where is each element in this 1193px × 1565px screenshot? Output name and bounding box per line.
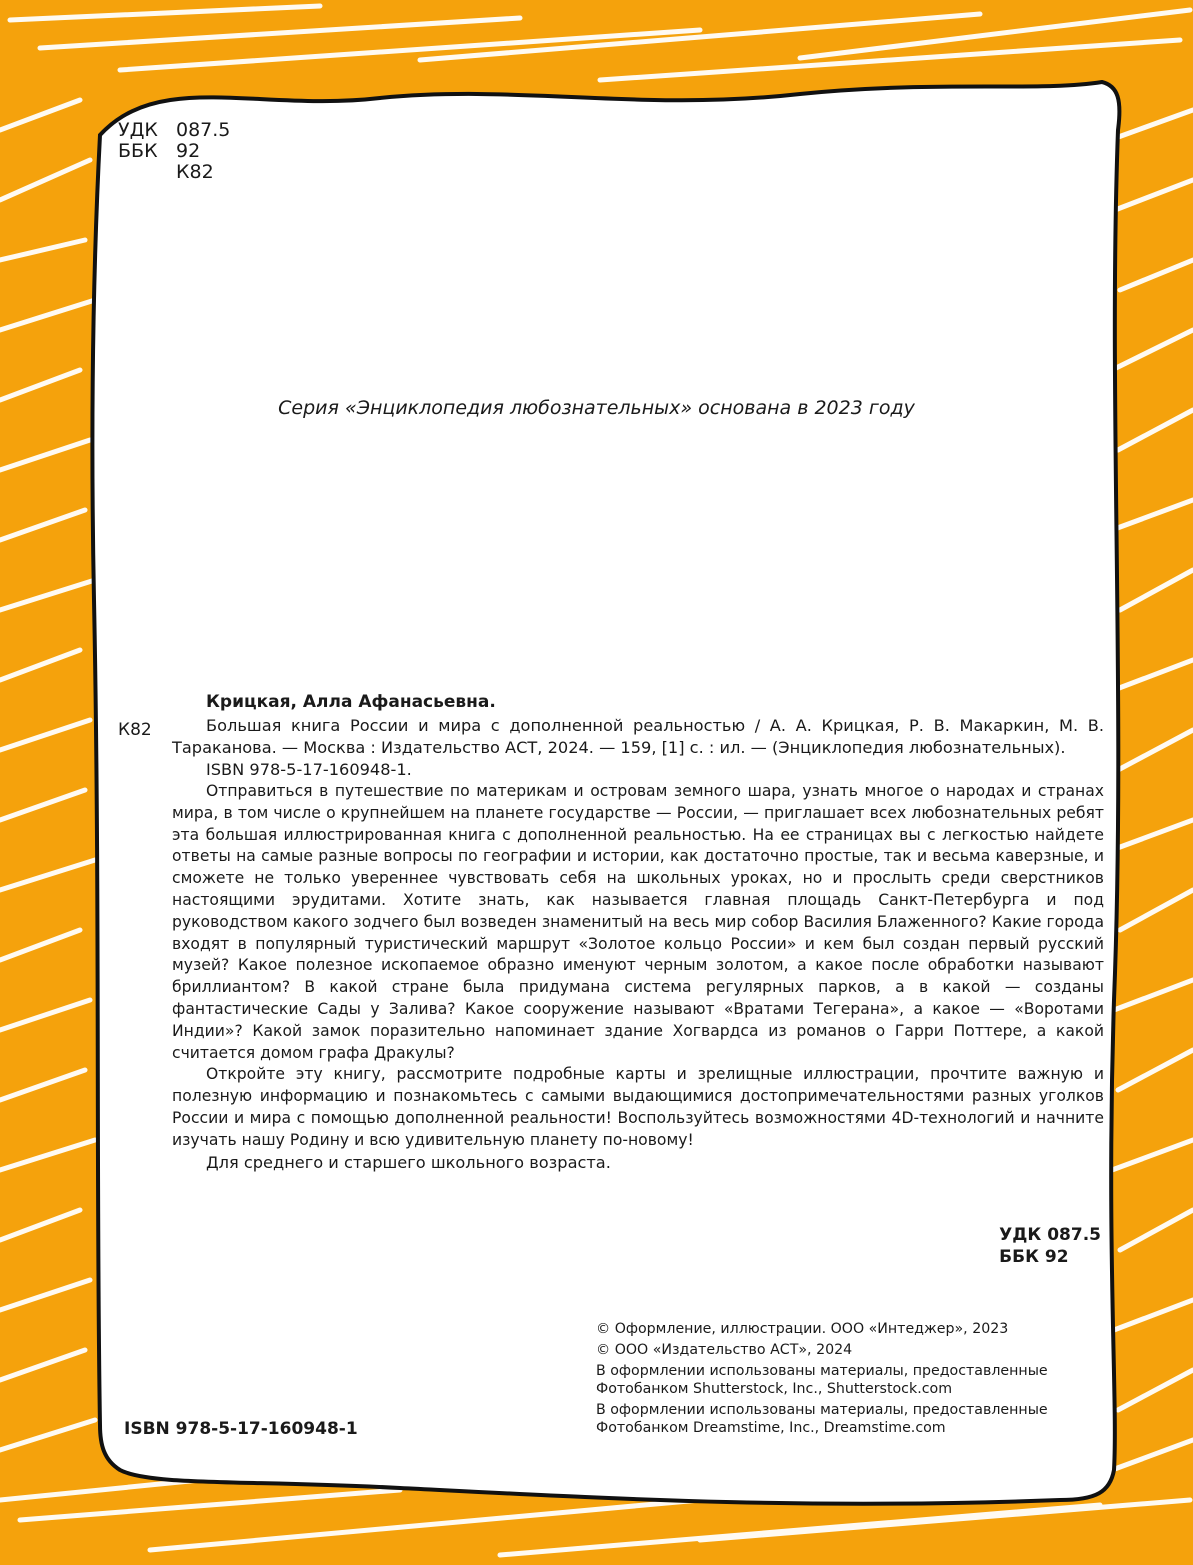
catalog-isbn: ISBN 978-5-17-160948-1. xyxy=(206,760,412,779)
code-key: ББК xyxy=(118,140,158,162)
catalog-card xyxy=(172,690,1104,1174)
copyright-line: В оформлении использованы материалы, предоставленные Фотобанком Dreamstime, Inc., Dreamstime.com xyxy=(596,1402,1048,1436)
copyright-line: © ООО «Издательство АСТ», 2024 xyxy=(596,1342,853,1358)
catalog-author-mark: К82 xyxy=(118,720,152,740)
udk-row xyxy=(118,120,230,141)
top-classification-codes xyxy=(118,120,230,183)
code-key: УДК xyxy=(118,119,158,141)
code-value: 92 xyxy=(176,140,201,162)
catalog-udk: УДК 087.5 xyxy=(999,1225,1101,1245)
bbk-row xyxy=(118,141,230,162)
series-note: Серия «Энциклопедия любознательных» основана в 2023 году xyxy=(278,397,915,419)
copyright-line: © Оформление, иллюстрации. ООО «Интеджер», 2023 xyxy=(596,1321,1009,1337)
copyright-line: В оформлении использованы материалы, предоставленные Фотобанком Shutterstock, Inc., Shutterstock.com xyxy=(596,1363,1048,1397)
catalog-age-note: Для среднего и старшего школьного возраста. xyxy=(206,1152,611,1172)
code-value: К82 xyxy=(176,161,214,183)
isbn-bottom: ISBN 978-5-17-160948-1 xyxy=(124,1419,358,1439)
catalog-author: Крицкая, Алла Афанасьевна. xyxy=(206,692,496,712)
copyright-block xyxy=(596,1320,1096,1440)
author-mark-row xyxy=(118,162,230,183)
catalog-annotation-1: Отправиться в путешествие по материкам и островам земного шара, узнать многое о народах и странах мира, в том числе о крупнейшем на планете государстве — России, — приглашает всех любознательных ребят эта большая иллюстрированная книга с дополненной реальностью. На ее страницах вы с легкостью найдете ответы на самые разные вопросы по географии и истории, как достаточно простые, так и весьма каверзные, и сможете не только увереннее чувствовать себя на школьных уроках, но и прослыть среди сверстников настоящими эрудитами. Хотите знать, как называется главная площадь Санкт-Петербурга и под руководством какого зодчего был возведен знаменитый на весь мир собор Василия Блаженного? Какие города входят в популярный туристический маршрут «Золотое кольцо России» и кем был создан первый русский музей? Какое полезное ископаемое образно именуют черным золотом, а какое после обработки называют бриллиантом? В какой стране была придумана система регулярных парков, а в какой — созданы фантастические Сады у Залива? Какое сооружение называют «Вратами Тегерана», а какое — «Воротами Индии»? Какой замок поразительно напоминает здание Хогвардса из романов о Гарри Поттере, а какой считается домом графа Дракулы? xyxy=(172,782,1104,1062)
code-value: 087.5 xyxy=(176,119,231,141)
catalog-annotation-2: Откройте эту книгу, рассмотрите подробные карты и зрелищные иллюстрации, прочтите важную и полезную информацию и познакомьтесь с самыми выдающимися достопримечательностями разных уголков России и мира с помощью дополненной реальности! Воспользуйтесь возможностями 4D-технологий и начните изучать нашу Родину и всю удивительную планету по-новому! xyxy=(172,1065,1104,1149)
catalog-bbk: ББК 92 xyxy=(999,1247,1069,1267)
catalog-codes-right xyxy=(999,1224,1101,1268)
catalog-title-block: Большая книга России и мира с дополненной реальностью / А. А. Крицкая, Р. В. Макаркин, М. В. Тараканова. — Москва : Издательство АСТ, 2024. — 159, [1] с. : ил. — (Энциклопедия любознательных). xyxy=(172,716,1104,757)
